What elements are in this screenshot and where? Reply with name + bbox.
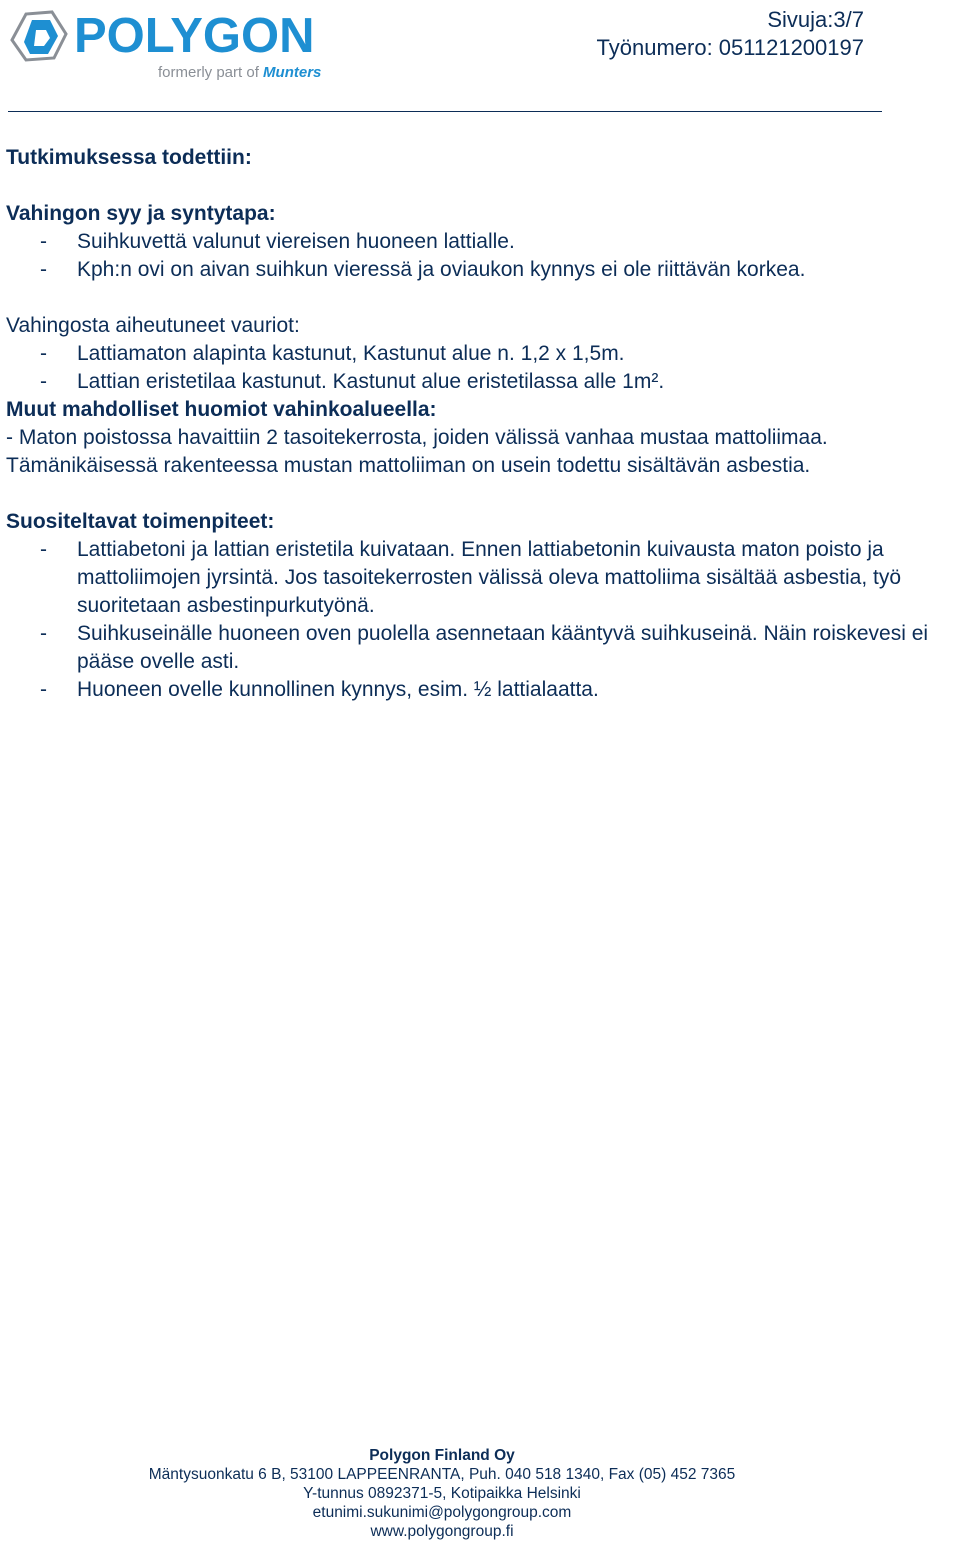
logo-wordmark: POLYGON [74, 9, 315, 63]
job-number: Työnumero: 051121200197 [596, 35, 864, 60]
document-body [6, 144, 956, 704]
header-divider [8, 111, 882, 112]
list-item: - Lattiabetoni ja lattian eristetila kuivataan. Ennen lattiabetonin kuivausta maton poisto ja mattoliimojen jyrsintä. Jos tasoitekerrosten välissä oleva mattoliima sisältää asbestia, työ suoritetaan asbestinpurkutyönä. [6, 536, 956, 620]
damages-list [6, 340, 956, 396]
cause-list [6, 228, 956, 284]
footer-email: etunimi.sukunimi@polygongroup.com [312, 1504, 572, 1521]
list-item: - Lattian eristetilaa kastunut. Kastunut alue eristetilassa alle 1m². [6, 368, 956, 396]
cause-heading: Vahingon syy ja syntytapa: [6, 202, 276, 225]
main-title: Tutkimuksessa todettiin: [6, 146, 252, 169]
list-item: - Suihkuvettä valunut viereisen huoneen lattialle. [6, 228, 956, 256]
list-item: - Suihkuseinälle huoneen oven puolella asennetaan kääntyvä suihkuseinä. Näin roiskevesi ei pääse ovelle asti. [6, 620, 956, 676]
page-footer [0, 1446, 884, 1541]
other-heading: Muut mahdolliset huomiot vahinkoalueella: [6, 398, 437, 421]
logo-tagline-text: formerly part of [158, 64, 259, 81]
footer-address: Mäntysuonkatu 6 B, 53100 LAPPEENRANTA, Puh. 040 518 1340, Fax (05) 452 7365 [148, 1466, 736, 1483]
munters-logo-text: Munters [263, 64, 322, 81]
list-item: - Huoneen ovelle kunnollinen kynnys, esim. ½ lattialaatta. [6, 676, 956, 704]
other-line-1: - Maton poistossa havaittiin 2 tasoitekerrosta, joiden välissä vanhaa mustaa mattoliimaa. [6, 426, 828, 449]
footer-business-id: Y-tunnus 0892371-5, Kotipaikka Helsinki [303, 1485, 581, 1502]
recommendations-list [6, 536, 956, 704]
footer-website: www.polygongroup.fi [370, 1523, 514, 1540]
footer-company: Polygon Finland Oy [369, 1447, 515, 1464]
damages-heading: Vahingosta aiheutuneet vauriot: [6, 314, 300, 337]
list-item: - Kph:n ovi on aivan suihkun vieressä ja oviaukon kynnys ei ole riittävän korkea. [6, 256, 956, 284]
page-info [597, 6, 864, 62]
other-line-2: Tämänikäisessä rakenteessa mustan mattoliiman on usein todettu sisältävän asbestia. [6, 454, 811, 477]
logo-tagline [158, 64, 321, 81]
list-item: - Lattiamaton alapinta kastunut, Kastunut alue n. 1,2 x 1,5m. [6, 340, 956, 368]
recommendations-heading: Suositeltavat toimenpiteet: [6, 510, 275, 533]
page-count: Sivuja:3/7 [767, 7, 864, 32]
polygon-logo-mark [6, 4, 346, 66]
